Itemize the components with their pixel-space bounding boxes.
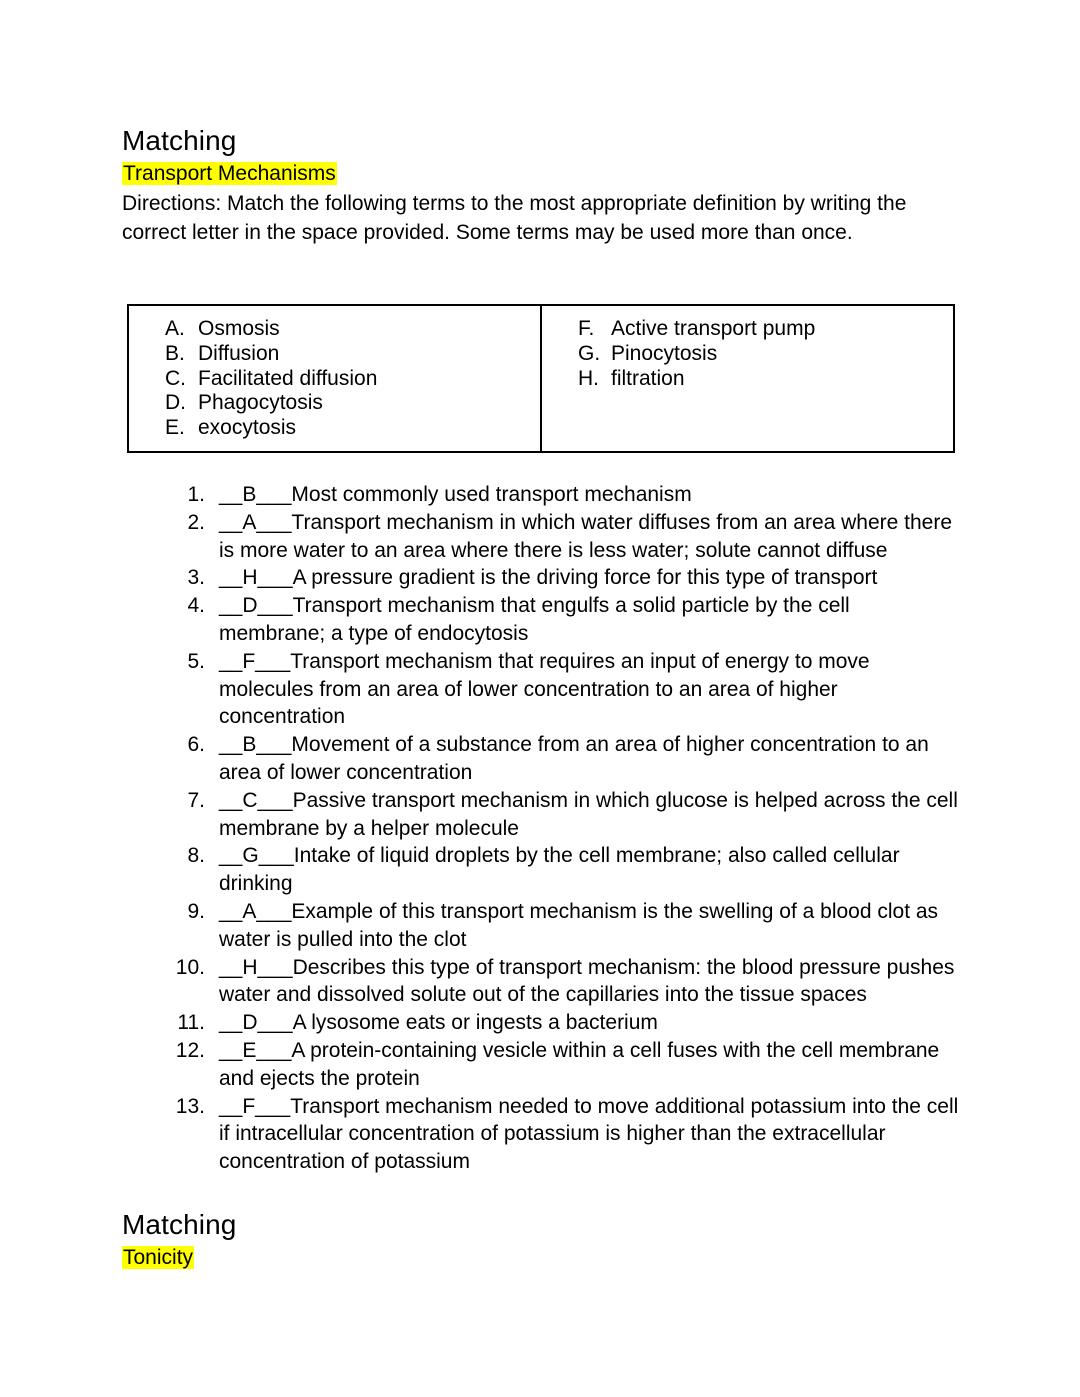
term-item bbox=[578, 367, 953, 392]
highlighted-subheading-text: Transport Mechanisms bbox=[123, 162, 336, 185]
item-text: A protein-containing vesicle within a cell fuses with the cell membrane and ejects the protein bbox=[219, 1038, 940, 1090]
term-letter: D. bbox=[165, 391, 186, 415]
list-item bbox=[158, 954, 960, 1010]
item-text: Example of this transport mechanism is the swelling of a blood clot as water is pulled into the clot bbox=[219, 899, 939, 951]
answer-blank[interactable]: __H___ bbox=[219, 566, 293, 590]
answer-blank[interactable]: __F___ bbox=[219, 1094, 291, 1118]
term-item bbox=[165, 367, 540, 392]
answer-blank[interactable]: __H___ bbox=[219, 955, 293, 979]
item-text: Intake of liquid droplets by the cell membrane; also called cellular drinking bbox=[219, 844, 900, 896]
term-letter: G. bbox=[578, 341, 601, 365]
list-item bbox=[158, 1037, 960, 1093]
item-number: 8. bbox=[187, 844, 205, 868]
page-title: Matching bbox=[122, 125, 237, 156]
list-item bbox=[158, 648, 960, 731]
item-number: 9. bbox=[187, 899, 205, 923]
list-item bbox=[158, 731, 960, 787]
item-text: Transport mechanism that requires an input of energy to move molecules from an area of lower concentration to an area of higher concentration bbox=[219, 649, 870, 729]
matching-question-list bbox=[122, 481, 960, 1176]
answer-blank[interactable]: __D___ bbox=[219, 594, 293, 618]
term-text: Osmosis bbox=[198, 317, 280, 340]
subheading-transport-mechanisms bbox=[122, 160, 960, 188]
list-item bbox=[158, 592, 960, 648]
item-text: Movement of a substance from an area of higher concentration to an area of lower concentration bbox=[219, 733, 929, 784]
term-item bbox=[165, 317, 540, 342]
list-item bbox=[158, 1009, 960, 1037]
section-tonicity bbox=[122, 1208, 960, 1272]
term-text: exocytosis bbox=[198, 416, 297, 440]
answer-blank[interactable]: __A___ bbox=[219, 899, 292, 923]
term-item bbox=[578, 342, 953, 367]
term-text: Phagocytosis bbox=[198, 391, 323, 415]
item-number: 12. bbox=[175, 1038, 205, 1062]
terms-column-right bbox=[542, 306, 953, 451]
answer-blank[interactable]: __E___ bbox=[219, 1038, 292, 1062]
answer-blank[interactable]: __B___ bbox=[219, 482, 292, 506]
item-text: Transport mechanism needed to move additional potassium into the cell if intracellular concentration of potassium is higher than the extracellular concentration of potassium bbox=[219, 1094, 959, 1174]
item-number: 13. bbox=[175, 1094, 205, 1118]
item-text: A pressure gradient is the driving force for this type of transport bbox=[292, 566, 878, 590]
item-number: 4. bbox=[187, 594, 205, 618]
answer-blank[interactable]: __B___ bbox=[219, 733, 292, 757]
terms-column-left bbox=[129, 306, 542, 451]
item-text: A lysosome eats or ingests a bacterium bbox=[292, 1011, 658, 1035]
list-item bbox=[158, 564, 960, 592]
list-item bbox=[158, 509, 960, 565]
term-letter: B. bbox=[165, 341, 185, 365]
term-item bbox=[578, 317, 953, 342]
item-number: 6. bbox=[187, 733, 205, 757]
list-item bbox=[158, 787, 960, 843]
answer-blank[interactable]: __D___ bbox=[219, 1011, 293, 1035]
subheading-tonicity bbox=[122, 1244, 960, 1272]
item-number: 2. bbox=[187, 510, 205, 534]
item-number: 11. bbox=[177, 1011, 205, 1035]
highlighted-subheading-text: Tonicity bbox=[123, 1245, 194, 1269]
section-title-tonicity: Matching bbox=[122, 1208, 237, 1240]
term-text: filtration bbox=[611, 366, 685, 390]
term-letter: A. bbox=[165, 317, 185, 340]
term-letter: H. bbox=[578, 366, 599, 390]
item-number: 10. bbox=[175, 955, 205, 979]
item-text: Passive transport mechanism in which glucose is helped across the cell membrane by a helper molecule bbox=[219, 788, 958, 840]
answer-blank[interactable]: __F___ bbox=[219, 649, 291, 673]
item-text: Describes this type of transport mechanism: the blood pressure pushes water and dissolved solute out of the capillaries into the tissue spaces bbox=[219, 955, 955, 1007]
item-text: Transport mechanism in which water diffuses from an area where there is more water to an area where there is less water; solute cannot diffuse bbox=[219, 510, 953, 562]
answer-blank[interactable]: __G___ bbox=[219, 844, 294, 868]
item-text: Most commonly used transport mechanism bbox=[291, 482, 692, 506]
section-transport-mechanisms bbox=[122, 124, 960, 1176]
item-number: 7. bbox=[187, 788, 205, 812]
term-letter: E. bbox=[165, 416, 185, 440]
terms-box bbox=[127, 304, 955, 453]
item-number: 5. bbox=[187, 649, 205, 673]
term-item bbox=[165, 342, 540, 367]
term-text: Facilitated diffusion bbox=[198, 366, 378, 390]
answer-blank[interactable]: __A___ bbox=[219, 510, 292, 534]
term-letter: C. bbox=[165, 366, 186, 390]
item-number: 1. bbox=[187, 482, 205, 506]
item-text: Transport mechanism that engulfs a solid particle by the cell membrane; a type of endocytosis bbox=[219, 594, 850, 645]
item-number: 3. bbox=[187, 566, 205, 590]
list-item bbox=[158, 481, 960, 509]
term-letter: F. bbox=[578, 317, 595, 340]
directions-paragraph: Directions: Match the following terms to the most appropriate definition by writing the correct letter in the space provided. Some terms may be used more than once. bbox=[122, 192, 907, 244]
list-item bbox=[158, 1093, 960, 1176]
term-item bbox=[165, 416, 540, 441]
term-text: Active transport pump bbox=[611, 317, 816, 340]
list-item bbox=[158, 842, 960, 898]
term-text: Diffusion bbox=[198, 341, 280, 365]
list-item bbox=[158, 898, 960, 954]
answer-blank[interactable]: __C___ bbox=[219, 788, 293, 812]
term-item bbox=[165, 391, 540, 416]
term-text: Pinocytosis bbox=[611, 341, 718, 365]
